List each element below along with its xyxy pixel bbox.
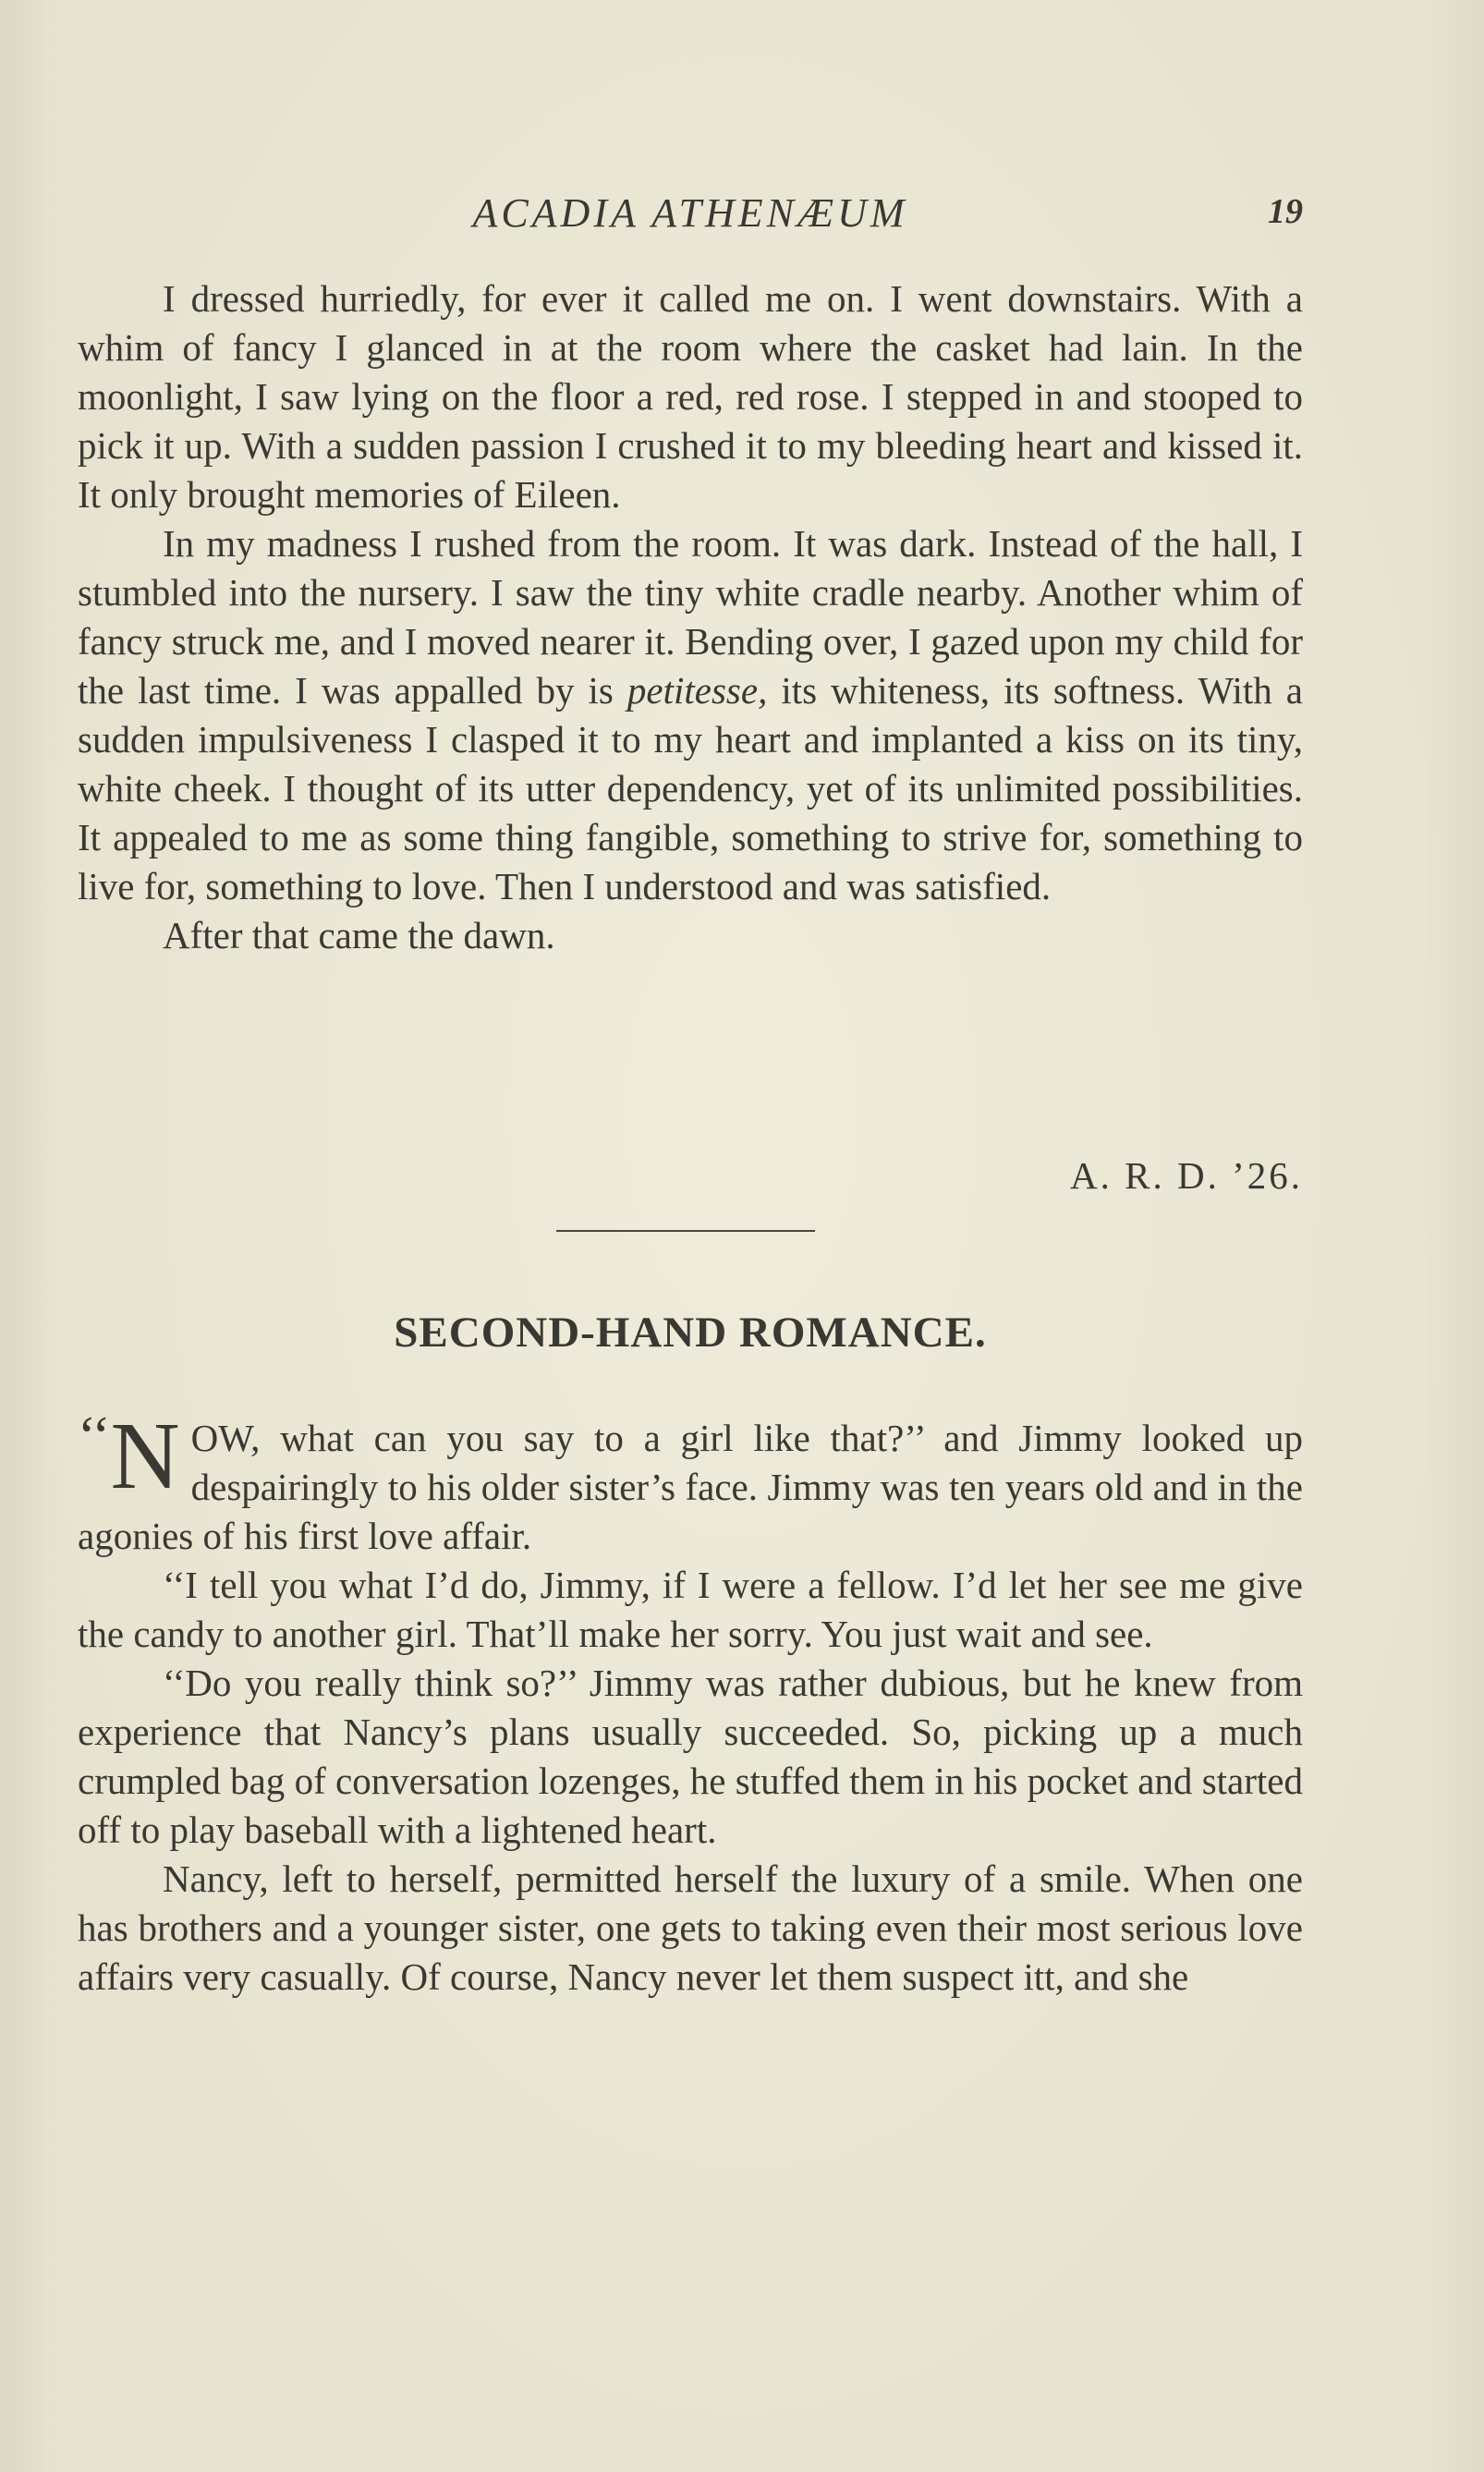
previous-story-ending [78,274,1303,960]
paragraph: I dressed hurriedly, for ever it called me on. I went downstairs. With a whim of fancy I glanced in at the room where the casket had lain. In the moonlight, I saw lying on the floor a red, red rose. I stepped in and stooped to pick it up. With a sudden passion I crushed it to my bleeding heart and kissed it. It only brought memories of Eileen. [78,277,1303,516]
paragraph [78,519,1303,911]
section-divider [556,1230,815,1232]
drop-cap [78,1403,180,1509]
story-title: SECOND-HAND ROMANCE. [394,1309,987,1357]
paragraph: After that came the dawn. [163,914,555,956]
drop-cap-letter: N [110,1403,180,1509]
italic-word: petitesse, [626,669,768,712]
paragraph: ‘‘I tell you what I’d do, Jimmy, if I were a fellow. I’d let her see me give the candy to another girl. That’ll make her sorry. You just wait and see. [78,1564,1303,1655]
story-body [78,1403,1303,2002]
opening-quote: ‘‘ [78,1406,111,1467]
paragraph: ‘‘Do you really think so?’’ Jimmy was rather dubious, but he knew from experience that Nancy’s plans usually succeeded. So, picking up a much crumpled bag of conversation lozenges, he stuffed them in his pocket and started off to play baseball with a lightened heart. [78,1662,1303,1851]
running-header [78,189,1303,245]
page-number: 19 [1268,192,1303,231]
paragraph-text: OW, what can you say to a girl like that?’’ and Jimmy looked up despairingly to his older sister’s face. Jimmy was ten years old and in the agonies of his first love affair. [78,1417,1303,1557]
opening-paragraph [78,1403,1303,1561]
paragraph-text: In my madness I rushed from the room. It was dark. Instead of the hall, I stumbled into the nursery. I saw the tiny white cradle nearby. Another whim of fancy struck me, and I moved nearer it. Bending over, I gazed upon my child for the last time. I was appalled by is [78,522,1303,712]
paragraph-text: its whiteness, its softness. With a sudden impulsiveness I clasped it to my heart and implanted a kiss on its tiny, white cheek. I thought of its utter dependency, yet of its unlimited possibilities. It appealed to me as some thing fangible, something to strive for, something to live for, something to love. Then I understood and was satisfied. [78,669,1304,907]
paragraph: Nancy, left to herself, permitted herself the luxury of a smile. When one has brothers and a younger sister, one gets to taking even their most serious love affairs very casually. Of course, Nancy never let them suspect itt, and she [78,1857,1303,1998]
journal-title: ACADIA ATHENÆUM [472,190,908,236]
author-signature: A. R. D. ’26. [1070,1154,1303,1197]
